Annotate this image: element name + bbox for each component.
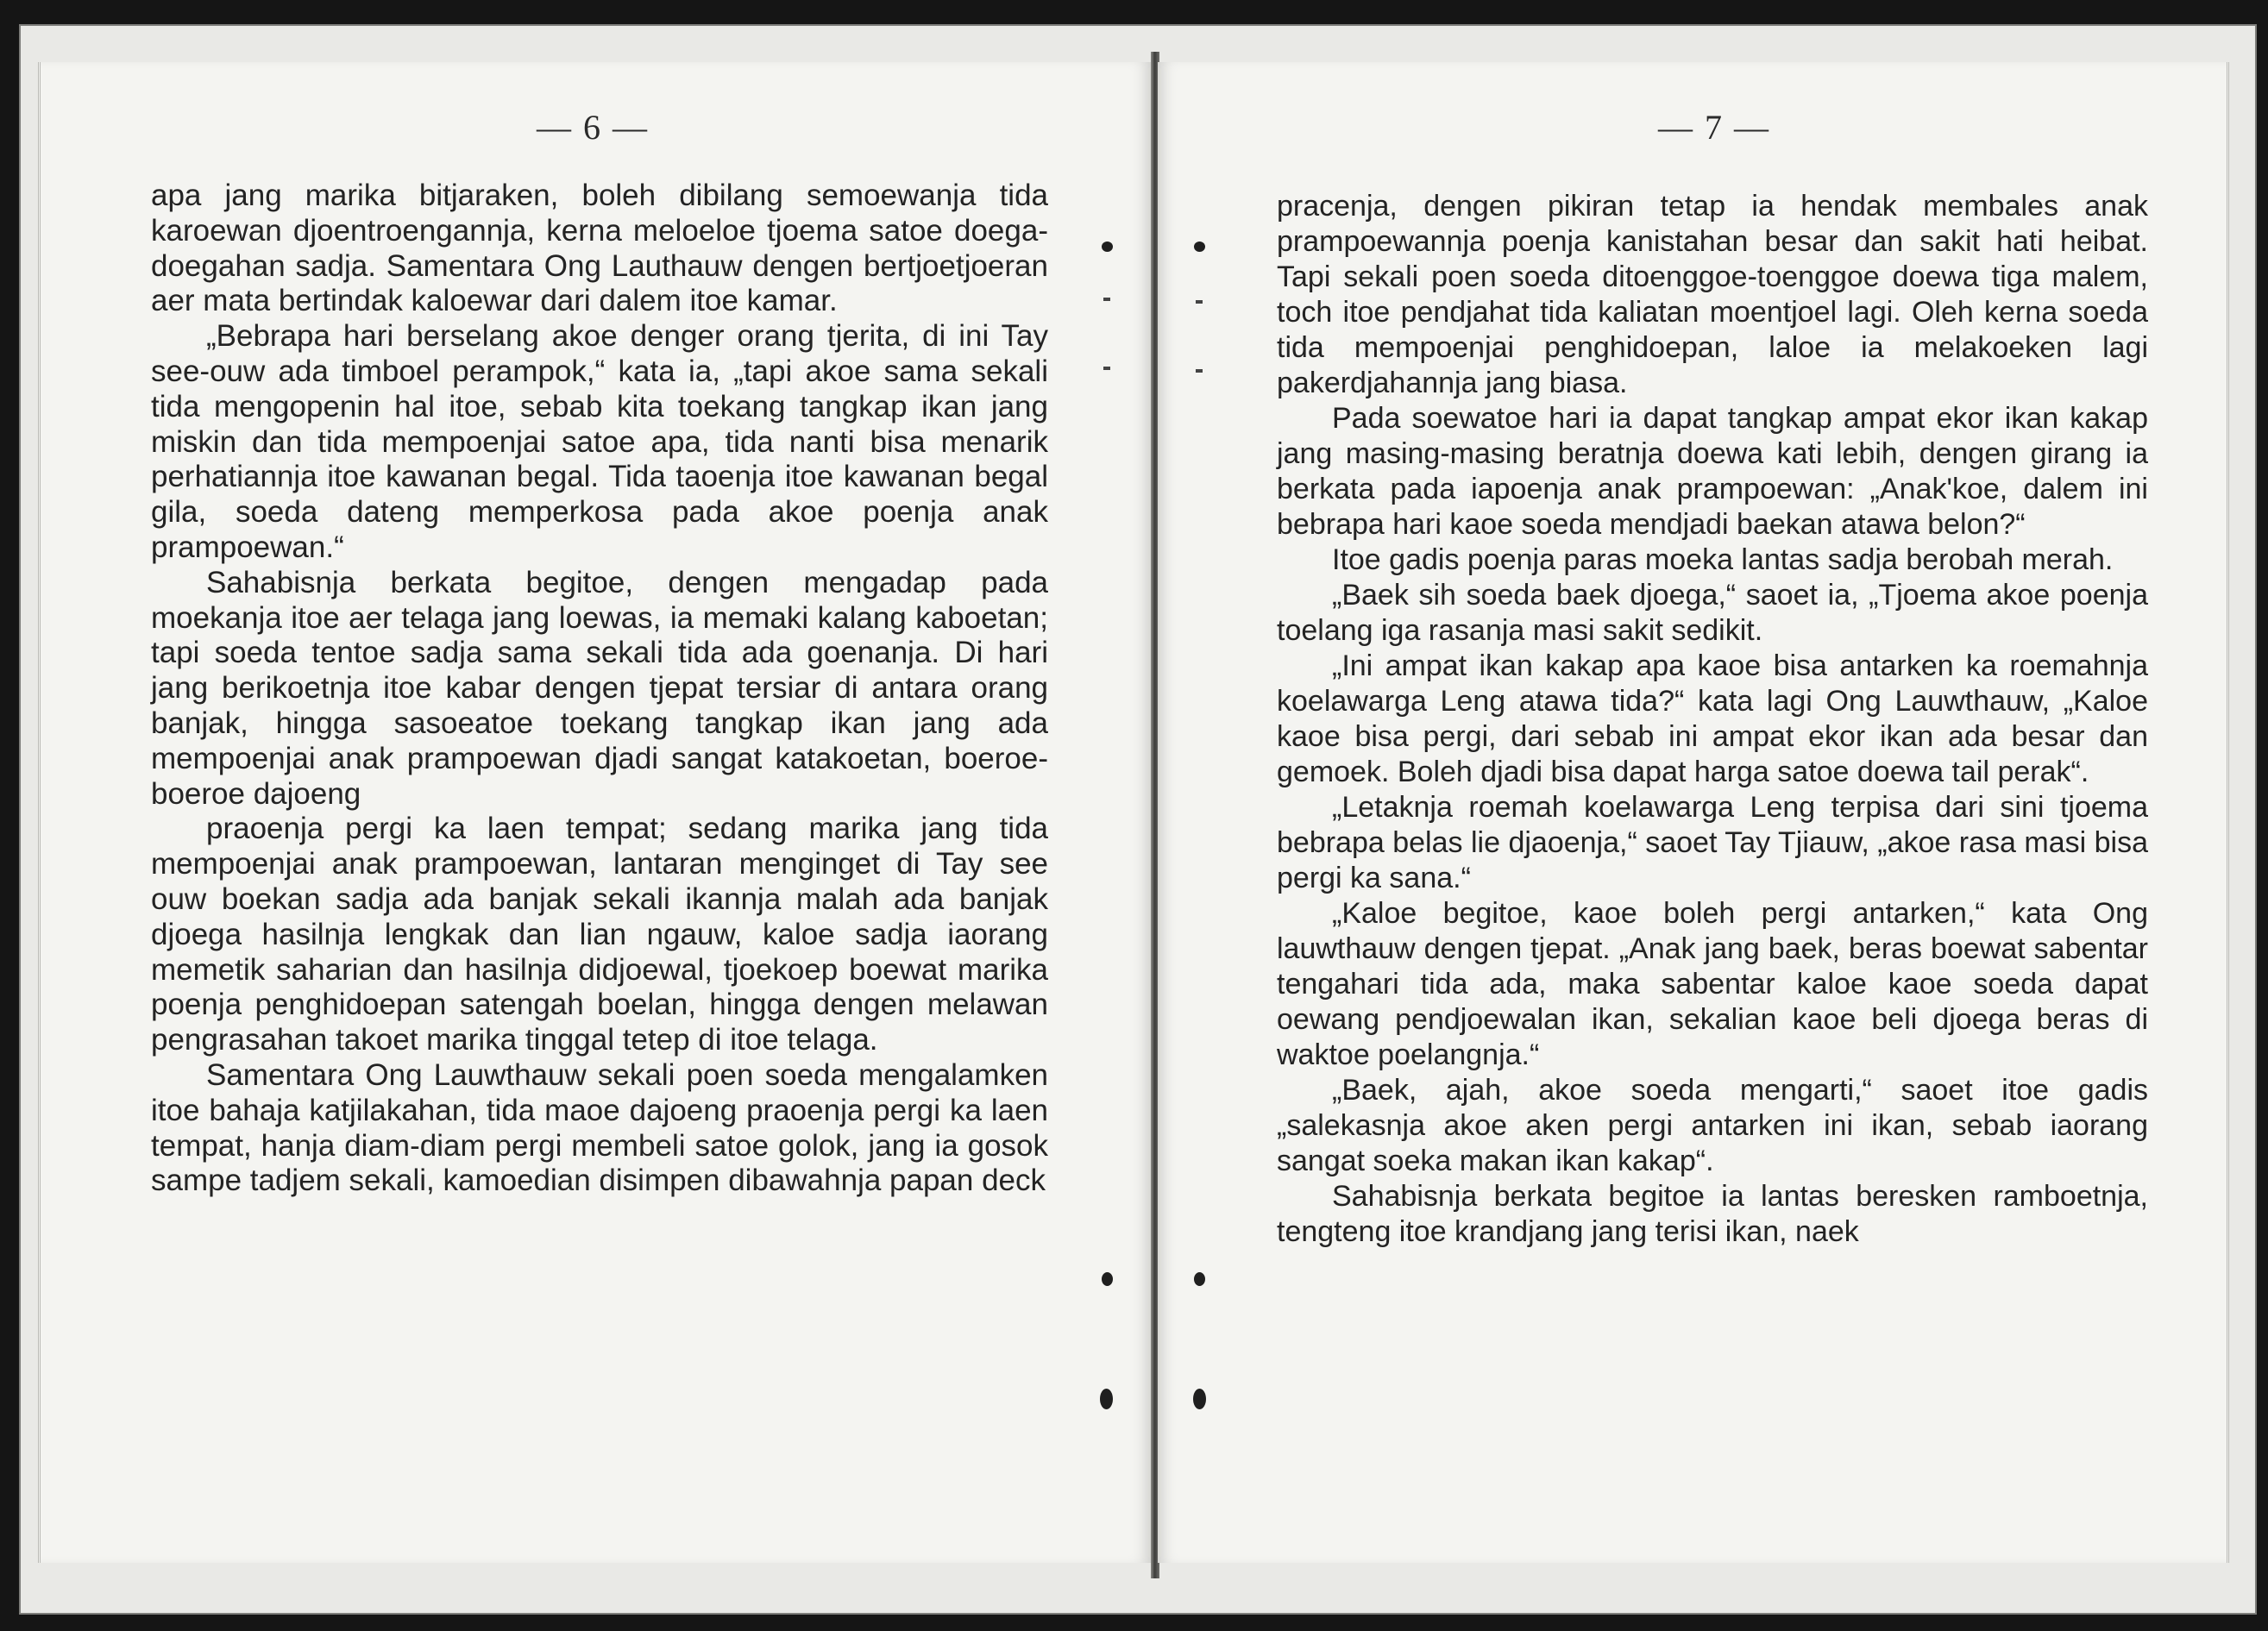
page-number-left: — 6 — xyxy=(537,108,649,147)
paragraph: „Baek sih soeda baek djoega,“ saoet ia, „Tjoema akoe poenja toelang iga rasanja masi sakit sedikit. xyxy=(1277,579,2148,647)
binding-mark-icon xyxy=(1196,369,1203,373)
paragraph: „Kaloe begitoe, kaoe boleh pergi antarken,“ kata Ong lauwthauw dengen tjepat. „Anak jang baek, beras boewat sabentar tengahari tida ada, maka sabentar kaloe kaoe soeda dapat oewang pendjoewalan ikan, sekalian kaoe beli djoega beras di waktoe poelangnja.“ xyxy=(1277,897,2148,1071)
paragraph: Sahabisnja berkata begitoe ia lantas beresken ramboetnja, tengteng itoe krandjang jang terisi ikan, naek xyxy=(1277,1180,2148,1248)
paragraph: Sahabisnja berkata begitoe, dengen mengadap pada moekanja itoe aer telaga jang loewas, ia memaki kalang kaboetan; tapi soeda tentoe sadja sama sekali tida ada goenanja. Di hari jang berikoetnja itoe kabar dengen tjepat tersiar di antara orang banjak, hingga sasoeatoe toekang tangkap ikan jang ada mempoenjai anak prampoewan djadi sangat katakoetan, boeroe-boeroe dajoeng xyxy=(151,565,1048,811)
paragraph: Pada soewatoe hari ia dapat tangkap ampat ekor ikan kakap jang masing-masing beratnja doewa kati lebih, dengen girang ia berkata pada iapoenja anak prampoewan: „Anak'koe, dalem ini bebrapa hari kaoe soeda mendjadi baekan atawa belon?“ xyxy=(1277,402,2148,541)
binding-hole-icon xyxy=(1100,1389,1113,1409)
binding-mark-icon xyxy=(1196,300,1203,304)
binding-hole-icon xyxy=(1102,1272,1113,1286)
right-page xyxy=(1158,62,2229,1563)
paragraph: pracenja, dengen pikiran tetap ia hendak membales anak prampoewannja poenja kanistahan besar dan sakit hati heibat. Tapi sekali poen soeda ditoenggoe-toenggoe doewa tiga malem, toch itoe pendjahat tida kaliatan moentjoel lagi. Oleh kerna soeda tida mempoenjai penghidoepan, laloe ia melakoeken lagi pakerdjahannja jang biasa. xyxy=(1277,190,2148,399)
binding-hole-icon xyxy=(1194,242,1205,252)
paragraph: „Bebrapa hari berselang akoe denger orang tjerita, di ini Tay see-ouw ada timboel perampok,“ kata ia, „tapi akoe sama sekali tida mengopenin hal itoe, sebab kita toekang tangkap ikan jang miskin dan tida mempoenjai satoe apa, tida nanti bisa menarik perhatiannja itoe kawanan begal. Tida taoenja itoe kawanan begal gila, soeda dateng memperkosa pada akoe poenja anak prampoewan.“ xyxy=(151,319,1048,564)
left-page xyxy=(38,62,1151,1563)
paragraph: Samentara Ong Lauwthauw sekali poen soeda mengalamken itoe bahaja katjilakahan, tida maoe dajoeng praoenja pergi ka laen tempat, hanja diam-diam pergi membeli satoe golok, jang ia gosok sampe tadjem sekali, kamoedian disimpen dibawahnja papan deck xyxy=(151,1057,1048,1198)
binding-hole-icon xyxy=(1194,1272,1205,1286)
paragraph: „Ini ampat ikan kakap apa kaoe bisa antarken ka roemahnja koelawarga Leng atawa tida?“ kata lagi Ong Lauwthauw, „Kaloe kaoe bisa pergi, dari sebab ini ampat ekor ikan ada besar dan gemoek. Boleh djadi bisa dapat harga satoe doewa tail perak“. xyxy=(1277,649,2148,788)
paragraph: „Letaknja roemah koelawarga Leng terpisa dari sini tjoema bebrapa belas lie djaoenja,“ saoet Tay Tjiauw, „akoe rasa masi bisa pergi ka sana.“ xyxy=(1277,791,2148,894)
page-number-right: — 7 — xyxy=(1658,108,1770,147)
right-page-text xyxy=(1277,189,2148,1250)
paragraph: praoenja pergi ka laen tempat; sedang marika jang tida mempoenjai anak prampoewan, lantaran menginget di Tay see ouw boekan sadja ada banjak sekali ikannja malah ada banjak djoega hasilnja lengkak dan lian ngauw, kaloe sadja iaorang memetik saharian dan hasilnja didjoewal, tjoekoep boewat marika poenja penghidoepan satengah boelan, hingga dengen melawan pengrasahan takoet marika tinggal tetep di itoe telaga. xyxy=(151,812,1048,1057)
binding-hole-icon xyxy=(1102,242,1113,252)
book-spread xyxy=(19,24,2257,1615)
left-page-text xyxy=(151,179,1048,1199)
binding-mark-icon xyxy=(1103,367,1110,370)
paragraph: „Baek, ajah, akoe soeda mengarti,“ saoet itoe gadis „salekasnja akoe aken pergi antarken ini ikan, sebab iaorang sangat soeka makan ikan kakap“. xyxy=(1277,1074,2148,1177)
paragraph: Itoe gadis poenja paras moeka lantas sadja berobah merah. xyxy=(1332,543,2114,576)
binding-hole-icon xyxy=(1193,1389,1206,1409)
binding-mark-icon xyxy=(1103,298,1110,301)
paragraph: apa jang marika bitjaraken, boleh dibilang semoewanja tida karoewan djoentroengannja, kerna meloeloe tjoema satoe doega-doegahan sadja. Samentara Ong Lauthauw dengen bertjoetjoeran aer mata bertindak kaloewar dari dalem itoe kamar. xyxy=(151,179,1048,318)
